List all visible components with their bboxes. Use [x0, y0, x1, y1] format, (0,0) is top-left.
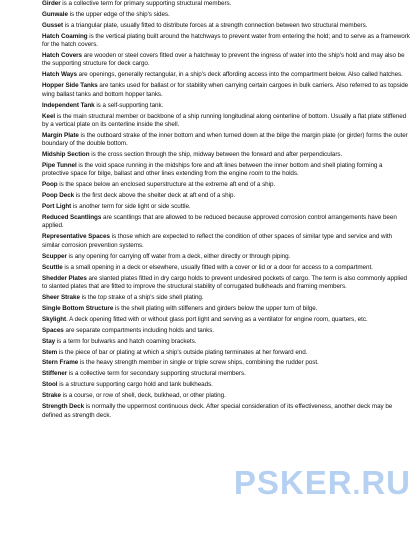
glossary-entry	[42, 102, 410, 110]
glossary-definition: is a term for bulwarks and hatch coaming brackets.	[55, 337, 197, 345]
glossary-term: Shedder Plates	[42, 274, 87, 282]
glossary-term: Reduced Scantlings	[42, 214, 102, 222]
glossary-term: Spaces	[42, 326, 64, 334]
glossary-term: Strake	[42, 392, 61, 400]
glossary-term: Sheer Strake	[42, 293, 80, 301]
glossary-entry	[42, 192, 410, 200]
glossary-definition: is the space below an enclosed superstructure at the extreme aft end of a ship.	[57, 181, 276, 189]
glossary-definition: . A deck opening fitted with or without glass port light and serving as a ventilator for engine room, quarters, etc.	[66, 315, 368, 323]
glossary-definition: is the first deck above the shelter deck at aft end of a ship.	[74, 192, 236, 200]
glossary-entry	[42, 253, 410, 261]
glossary-entry	[42, 327, 410, 335]
glossary-definition: are wooden or steel covers fitted over a hatchway to prevent the ingress of water into the ship's hold and may also be the supporting structure for deck cargo.	[42, 52, 405, 68]
glossary-definition: is a collective term for primary supporting structural members.	[60, 0, 232, 7]
glossary-entry	[42, 181, 410, 189]
glossary-definition: are tanks used for ballast or for stability when carrying certain cargoes in bulk carriers. Also referred to as topside wing ballast tanks and bottom hopper tanks.	[42, 82, 409, 98]
glossary-term: Keel	[42, 112, 56, 120]
glossary-entry	[42, 113, 410, 130]
glossary-entry	[42, 275, 410, 292]
glossary-term: Scupper	[42, 252, 67, 260]
glossary-entry	[42, 0, 410, 8]
glossary-entry	[42, 33, 410, 50]
glossary-term: Stem	[42, 348, 58, 356]
glossary-definition: are slanted plates fitted in dry cargo holds to prevent undesired pockets of cargo. The term is also commonly applied to slanted plates that are fitted to improve the structural stability of corrugated bulkheads and framing members.	[42, 274, 407, 290]
glossary-entry	[42, 22, 410, 30]
glossary-entry	[42, 151, 410, 159]
glossary-definition: is another term for side light or side scuttle.	[71, 203, 191, 211]
glossary-entry	[42, 214, 410, 231]
glossary-definition: is the main structural member or backbone of a ship running longitudinal along centerline of bottom. Usually a flat plate stiffened by a vertical plate on its centerline inside the shell.	[42, 112, 407, 128]
glossary-definition: is a collective term for secondary supporting structural members.	[67, 370, 246, 378]
glossary-term: Gusset	[42, 21, 64, 29]
glossary-term: Stiffener	[42, 370, 68, 378]
glossary-term: Gunwale	[42, 10, 68, 18]
glossary-entry	[42, 338, 410, 346]
glossary-term: Margin Plate	[42, 131, 79, 139]
glossary-entry	[42, 203, 410, 211]
glossary-definition: is the cross section through the ship, midway between the forward and after perpendiculars.	[89, 151, 343, 159]
glossary-definition: is a triangular plate, usually fitted to distribute forces at a strength connection between two structural members.	[63, 21, 368, 29]
glossary-text	[42, 0, 410, 423]
glossary-entry	[42, 132, 410, 149]
glossary-term: Skylight	[42, 315, 67, 323]
glossary-definition: is a small opening in a deck or elsewhere, usually fitted with a cover or lid or a door for access to a compartment.	[62, 263, 373, 271]
glossary-term: Pipe Tunnel	[42, 162, 77, 170]
glossary-definition: is the vertical plating built around the hatchways to prevent water from entering the hold; and to serve as a framework for the hatch covers.	[42, 32, 410, 49]
glossary-entry	[42, 403, 410, 420]
glossary-term: Strength Deck	[42, 403, 85, 411]
glossary-definition: is the shell plating with stiffeners and girders below the upper turn of bilge.	[113, 304, 318, 312]
glossary-entry	[42, 264, 410, 272]
glossary-definition: is those which are expected to reflect the condition of other spaces of similar type and service and with similar corrosion prevention systems.	[42, 233, 392, 249]
glossary-definition: is the outboard strake of the inner bottom and when turned down at the bilge the margin plate (or girder) forms the outer boundary of the double bottom.	[42, 131, 408, 148]
glossary-definition: are separate compartments including holds and tanks.	[63, 326, 215, 334]
glossary-entry	[42, 11, 410, 19]
glossary-entry	[42, 305, 410, 313]
glossary-entry	[42, 381, 410, 389]
glossary-term: Stern Frame	[42, 359, 79, 367]
glossary-definition: are scantlings that are allowed to be reduced because approved corrosion control arrangements have been applied.	[42, 214, 397, 230]
glossary-entry	[42, 233, 410, 250]
glossary-definition: is a structure supporting cargo hold and tank bulkheads.	[57, 381, 213, 389]
glossary-definition: is the upper edge of the ship's sides.	[67, 10, 170, 18]
glossary-entry	[42, 349, 410, 357]
glossary-entry	[42, 359, 410, 367]
glossary-definition: is the void space running in the midships fore and aft lines between the inner bottom and shell plating forming a protective space for bilge, ballast and other lines extending from the engine room to the holds.	[42, 162, 383, 178]
glossary-term: Hatch Coaming	[42, 32, 88, 40]
glossary-term: Stay	[42, 337, 56, 345]
glossary-term: Hopper Side Tanks	[42, 82, 98, 90]
glossary-term: Representative Spaces	[42, 233, 110, 241]
glossary-term: Stool	[42, 381, 58, 389]
glossary-definition: is a course, or row of shell, deck, bulkhead, or other plating.	[60, 392, 226, 400]
glossary-definition: is normally the uppermost continuous deck. After special consideration of its effectiveness, another deck may be defined as strength deck.	[42, 403, 393, 419]
glossary-term: Midship Section	[42, 151, 90, 159]
glossary-term: Independent Tank	[42, 101, 95, 109]
glossary-entry	[42, 52, 410, 69]
glossary-definition: is the heavy strength member in single or triple screw ships, combining the rudder post.	[78, 359, 319, 367]
glossary-definition: is any opening for carrying off water from a deck, either directly or through piping.	[66, 252, 291, 260]
glossary-entry	[42, 71, 410, 79]
glossary-term: Girder	[42, 0, 61, 7]
glossary-entry	[42, 370, 410, 378]
glossary-definition: is a self-supporting tank.	[94, 101, 164, 109]
glossary-entry	[42, 316, 410, 324]
glossary-term: Port Light	[42, 203, 72, 211]
glossary-term: Hatch Covers	[42, 52, 82, 60]
glossary-term: Scuttle	[42, 263, 63, 271]
glossary-term: Poop	[42, 181, 58, 189]
glossary-term: Poop Deck	[42, 192, 75, 200]
glossary-entry	[42, 82, 410, 99]
glossary-term: Single Bottom Structure	[42, 304, 114, 312]
glossary-term: Hatch Ways	[42, 71, 77, 79]
glossary-entry	[42, 392, 410, 400]
glossary-definition: are openings, generally rectangular, in a ship's deck affording access into the compartment below. Also called hatches.	[76, 71, 403, 79]
watermark-logo: PSKER.RU	[233, 464, 411, 501]
glossary-definition: is the top strake of a ship's side shell plating.	[79, 293, 204, 301]
glossary-entry	[42, 162, 410, 179]
glossary-definition: is the piece of bar or plating at which a ship's outside plating terminates at her forward end.	[57, 348, 308, 356]
glossary-entry	[42, 294, 410, 302]
